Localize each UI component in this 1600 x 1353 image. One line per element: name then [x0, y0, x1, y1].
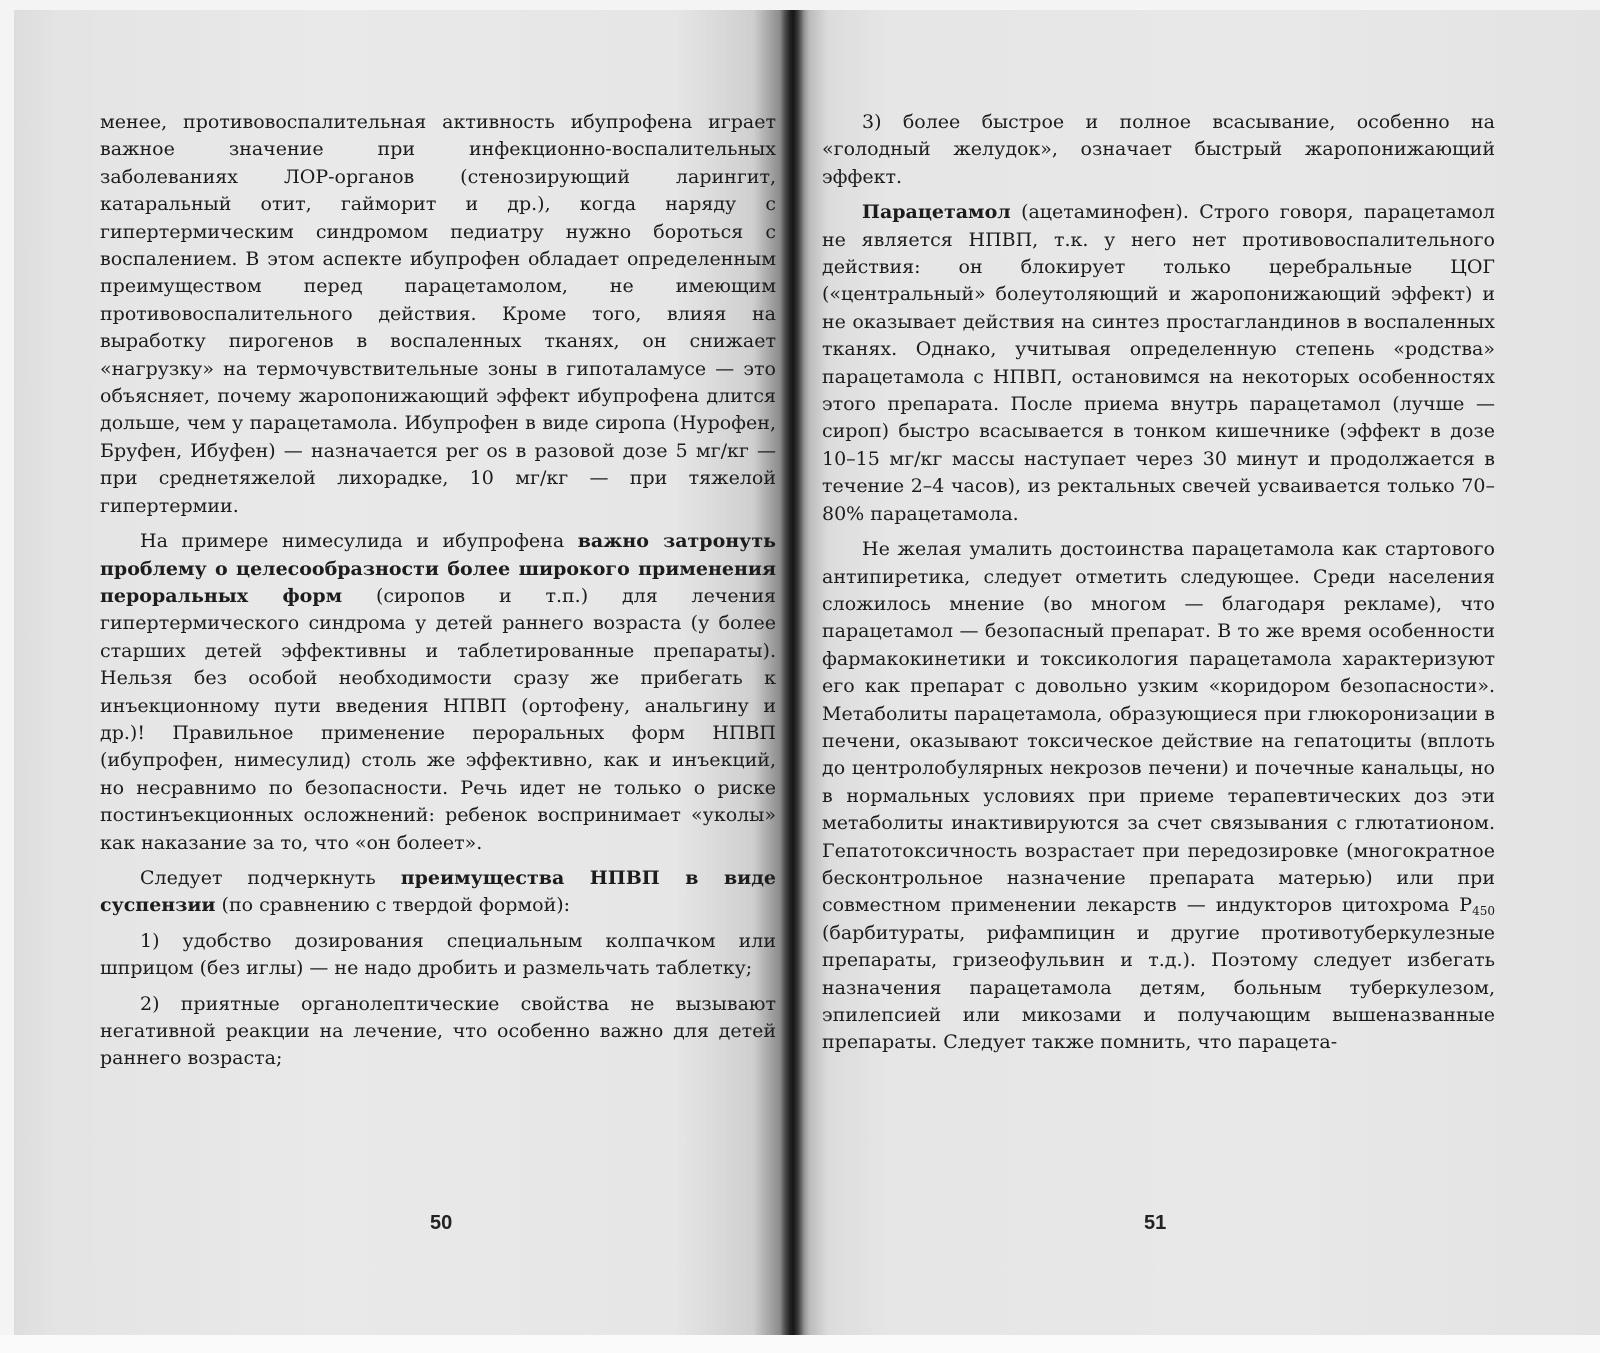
text-run: (сиропов и т.п.) для лечения гипертермического синдрома у детей раннего возраста (у более старших детей эффективны и таблетированные препараты). Нельзя без особой необходимости сразу же прибегать к инъекционному пути введения НПВП (ортофену, анальгину и др.)! Правильное применение пероральных форм НПВП (ибупрофен, нимесулид) столь же эффективно, как и инъекций, но несравнимо по безопасности. Речь идет не только о риске постинъекционных осложнений: ребенок воспринимает «уколы» как наказание за то, что «он болеет».	[100, 584, 776, 854]
text-run: 1) удобство дозирования специальным колпачком или шприцом (без иглы) — не надо дробить и размельчать таблетку;	[100, 929, 776, 980]
list-item	[822, 109, 1495, 191]
right-page-text	[822, 109, 1495, 1065]
list-item	[100, 928, 776, 983]
book-gutter-shadow	[780, 10, 804, 1335]
list-item	[100, 991, 776, 1073]
text-run: Следует подчеркнуть	[140, 866, 401, 889]
subscript: 450	[1472, 904, 1495, 919]
paragraph	[100, 109, 776, 520]
text-run: На примере нимесулида и ибупрофена	[140, 530, 578, 553]
text-run: 3) более быстрое и полное всасывание, особенно на «голодный желудок», означает быстрый жаропонижающий эффект.	[822, 111, 1495, 188]
left-page-text	[100, 109, 776, 1081]
paragraph	[822, 536, 1495, 1057]
text-run: (по сравнению с твердой формой):	[215, 894, 571, 917]
bold-text: Парацетамол	[862, 201, 1011, 224]
text-run: 2) приятные органолептические свойства не вызывают негативной реакции на лечение, что особенно важно для детей раннего возраста;	[100, 992, 776, 1070]
text-run: Не желая умалить достоинства парацетамола как стартового антипиретика, следует отметить следующее. Среди населения сложилось мнение (во многом — благодаря рекламе), что парацетамол — безопасный препарат. В то же время особенности фармакокинетики и токсикология парацетамола характеризуют его как препарат с довольно узким «коридором безопасности». Метаболиты парацетамола, образующиеся при глюкоронизации в печени, оказывают токсическое действие на гепатоциты (вплоть до центролобулярных некрозов печени) и почечные канальцы, но в нормальных условиях при приеме терапевтических доз эти метаболиты инактивируются за счет связывания с глютатионом. Гепатотоксичность возрастает при передозировке (многократное бесконтрольное назначение препарата матерью) или при совместном применении лекарств — индукторов цитохрома P	[822, 538, 1495, 917]
text-run: (барбитураты, рифампицин и другие противотуберкулезные препараты, гризеофульвин и т.д.). Поэтому следует избегать назначения парацетамола детям, больным туберкулезом, эпилепсией или микозами и получающим вышеназванные препараты. Следует также помнить, что парацета-	[822, 921, 1495, 1054]
paragraph	[100, 865, 776, 920]
right-page	[792, 10, 1600, 1335]
bold-text: важно затронуть проблему о целесообразности более широкого применения пероральных форм	[100, 530, 776, 607]
text-run: (ацетаминофен). Строго говоря, парацетамол не является НПВП, т.к. у него нет противовоспалительного действия: он блокирует только церебральные ЦОГ («центральный» болеутоляющий и жаропонижающий эффект) и не оказывает действия на синтез простагландинов в воспаленных тканях. Однако, учитывая определенную степень «родства» парацетамола с НПВП, остановимся на некоторых особенностях этого препарата. После приема внутрь парацетамол (лучше — сироп) быстро всасывается в тонком кишечнике (эффект в дозе 10–15 мг/кг массы наступает через 30 минут и продолжается в течение 2–4 часов), из ректальных свечей усваивается только 70–80% парацетамола.	[822, 201, 1495, 525]
left-page	[14, 10, 792, 1335]
bold-text: преимущества НПВП в виде суспензии	[100, 866, 776, 917]
paragraph	[100, 528, 776, 857]
book-spread	[14, 10, 1600, 1335]
text-run: менее, противовоспалительная активность ибупрофена играет важное значение при инфекционно-воспалительных заболеваниях ЛОР-органов (стенозирующий ларингит, катаральный отит, гайморит и др.), когда наряду с гипертермическим синдромом педиатру нужно бороться с воспалением. В этом аспекте ибупрофен обладает определенным преимуществом перед парацетамолом, не имеющим противовоспалительного действия. Кроме того, влияя на выработку пирогенов в воспаленных тканях, он снижает «нагрузку» на термочувствительные зоны в гипоталамусе — это объясняет, почему жаропонижающий эффект ибупрофена длится дольше, чем у парацетамола. Ибупрофен в виде сиропа (Нурофен, Бруфен, Ибуфен) — назначается per os в разовой дозе 5 мг/кг — при среднетяжелой лихорадке, 10 мг/кг — при тяжелой гипертермии.	[100, 111, 776, 517]
paragraph	[822, 199, 1495, 528]
page-number: 50	[430, 1212, 453, 1234]
scan-bottom-margin	[0, 1335, 1600, 1353]
page-number: 51	[1144, 1212, 1167, 1234]
